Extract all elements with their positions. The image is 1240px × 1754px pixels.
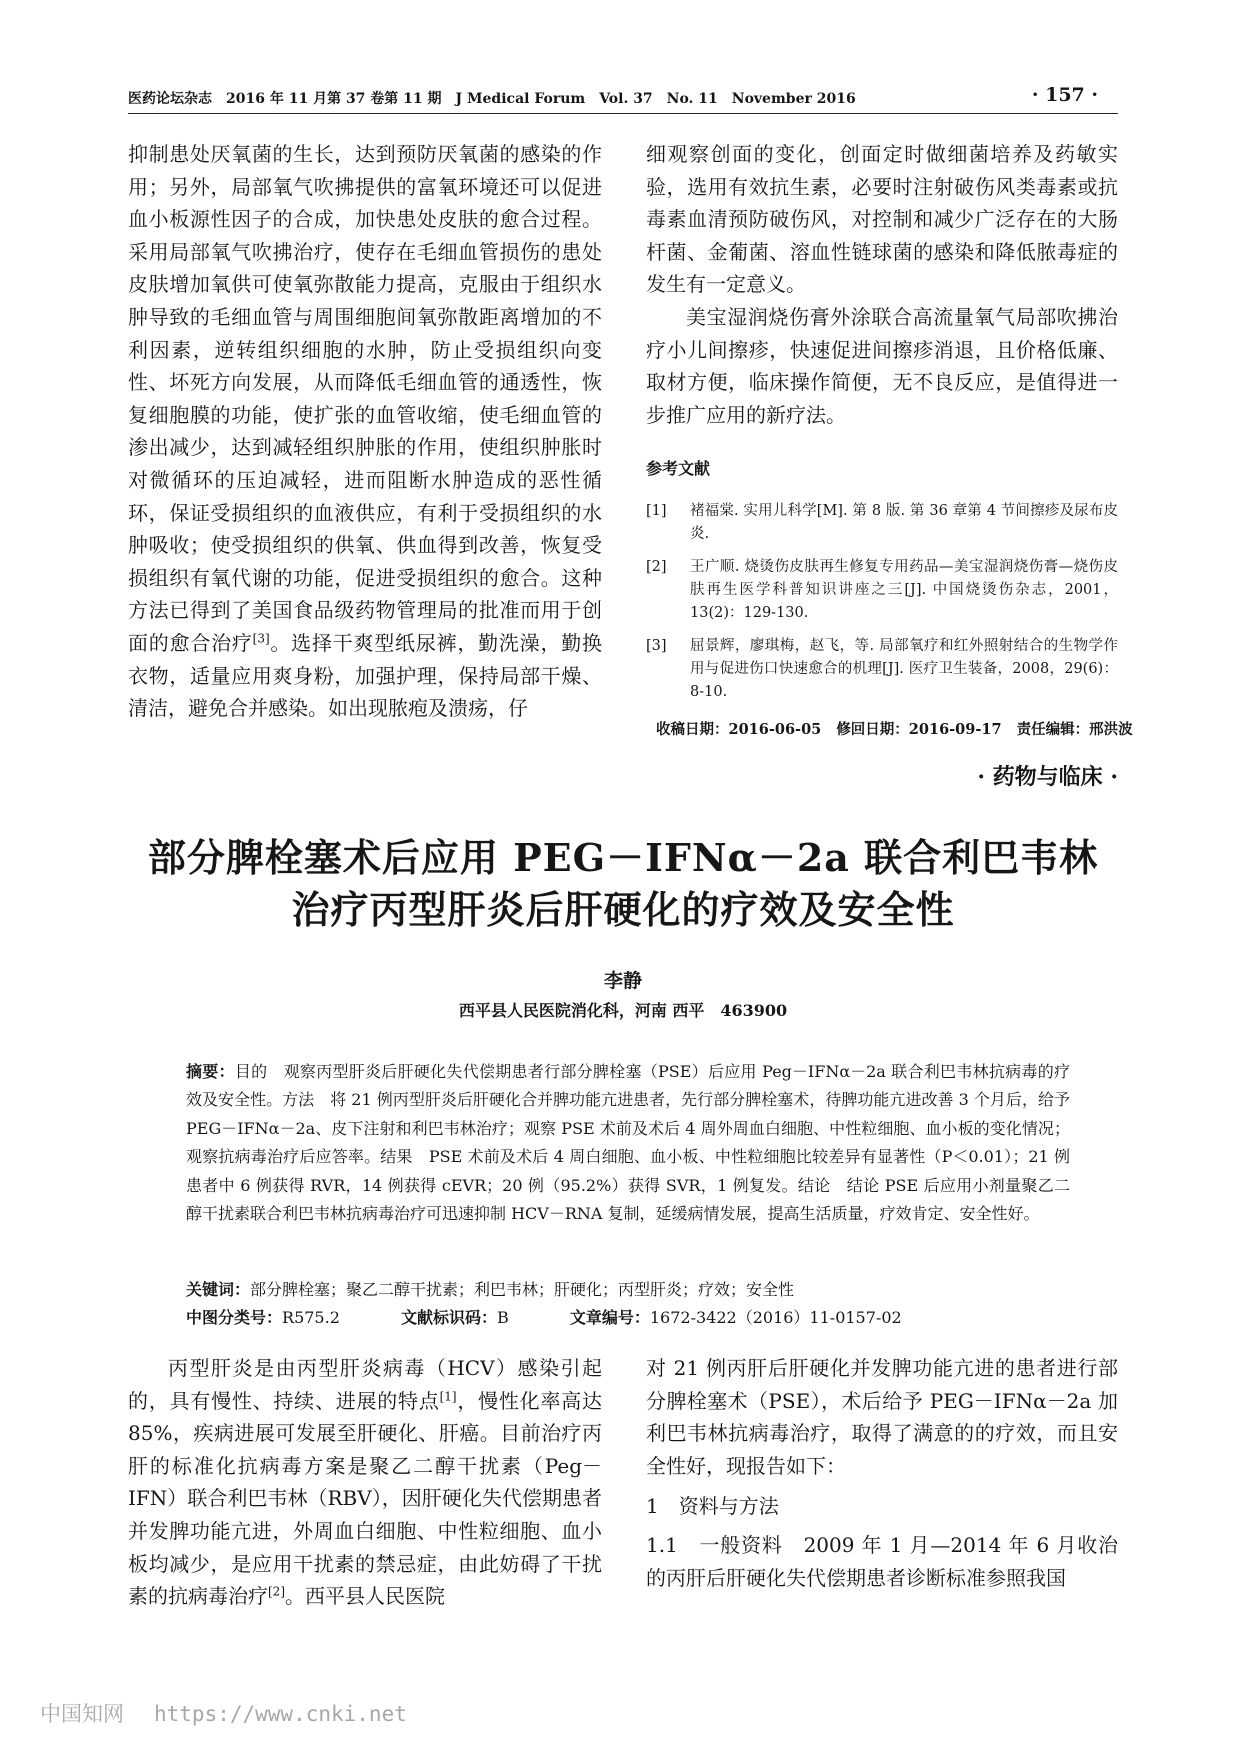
subsection-heading: 1.1 一般资料 xyxy=(646,1532,783,1557)
received-date: 收稿日期：2016-06-05 xyxy=(656,721,822,738)
intro-paragraph: 丙型肝炎是由丙型肝炎病毒（HCV）感染引起的，具有慢性、持续、进展的特点[1]，慢性化率高达 85%，疾病进展可发展至肝硬化、肝癌。目前治疗丙肝的标准化抗病毒方案是聚乙二醇干扰素（Peg－IFN）联合利巴韦林（RBV），因肝硬化失代偿期患者并发脾功能亢进，外周血白细胞、中性粒细胞、血小板均减少，是应用干扰素的禁忌症，由此妨碍了干扰素的抗病毒治疗[2]。西平县人民医院 xyxy=(128,1356,603,1609)
watermark-brand: 中国知网 xyxy=(40,1702,124,1726)
reference-item xyxy=(646,556,1118,625)
reference-number: [3] xyxy=(646,638,667,654)
abstract xyxy=(186,1058,1070,1228)
article-affiliation: 西平县人民医院消化科，河南 西平 463900 xyxy=(458,1001,788,1020)
responsible-editor: 责任编辑：邢洪波 xyxy=(1016,721,1133,738)
prev-article-paragraph: 抑制患处厌氧菌的生长，达到预防厌氧菌的感染的作用；另外，局部氧气吹拂提供的富氧环境还可以促进血小板源性因子的合成，加快患处皮肤的愈合过程。采用局部氧气吹拂治疗，使存在毛细血管损伤的患处皮肤增加氧供可使氧弥散能力提高，克服由于组织水肿导致的毛细血管与周围细胞间氧弥散距离增加的不利因素，逆转组织细胞的水肿，防止受损组织向变性、坏死方向发展，从而降低毛细血管的通透性，恢复细胞膜的功能，使扩张的血管收缩，使毛细血管的渗出减少，达到减轻组织肿胀的作用，使组织肿胀时对微循环的压迫减轻，进而阻断水肿造成的恶性循环，保证受损组织的血液供应，有利于受损组织的水肿吸收；使受损组织的供氧、供血得到改善，恢复受损组织有氧代谢的功能，促进受损组织的愈合。这种方法已得到了美国食品级药物管理局的批准而用于创面的愈合治疗[3]。选择干爽型纸尿裤，勤洗澡，勤换衣物，适量应用爽身粉，加强护理，保持局部干燥、清洁，避免合并感染。如出现脓疱及溃疡，仔 xyxy=(128,142,603,721)
cnki-watermark xyxy=(40,1698,407,1728)
keywords: 部分脾栓塞；聚乙二醇干扰素；利巴韦林；肝硬化；丙型肝炎；疗效；安全性 xyxy=(250,1280,795,1299)
article-title-line-1: 部分脾栓塞术后应用 PEG－IFNα－2a 联合利巴韦林 xyxy=(147,835,1099,880)
reference-list xyxy=(646,500,1118,714)
article-number-label: 文章编号： xyxy=(569,1308,650,1327)
reference-text: 褚福棠. 实用儿科学[M]. 第 8 版. 第 36 章第 4 节间擦疹及尿布皮炎. xyxy=(690,503,1118,542)
clc-number: R575.2 xyxy=(282,1308,340,1327)
reference-text: 王广顺. 烧烫伤皮肤再生修复专用药品—美宝湿润烧伤膏—烧伤皮肤再生医学科普知识讲座之三[J]. 中国烧烫伤杂志，2001，13(2)：129-130. xyxy=(690,559,1118,621)
section-tag: · 药物与临床 · xyxy=(977,764,1118,790)
revised-date: 修回日期：2016-09-17 xyxy=(836,721,1002,738)
citation[interactable]: [3] xyxy=(252,631,270,646)
article-author: 李静 xyxy=(603,970,642,992)
abstract-label: 摘要： xyxy=(186,1062,235,1081)
reference-number: [1] xyxy=(646,503,667,519)
article-metadata xyxy=(186,1276,1070,1332)
header-rule xyxy=(128,113,1118,114)
watermark-url[interactable]: https://www.cnki.net xyxy=(154,1702,407,1726)
article-title xyxy=(128,832,1118,936)
body-right-column xyxy=(646,1352,1118,1594)
references-title: 参考文献 xyxy=(646,459,711,478)
citation[interactable]: [2] xyxy=(268,1584,285,1599)
intro-paragraph-continued: 对 21 例丙肝后肝硬化并发脾功能亢进的患者进行部分脾栓塞术（PSE），术后给予 PEG－IFNα－2a 加利巴韦林抗病毒治疗，取得了满意的的疗效，而且安全性好，现报告如下： xyxy=(646,1356,1118,1478)
reference-text: 屈景辉，廖琪梅，赵飞，等. 局部氧疗和红外照射结合的生物学作用与促进伤口快速愈合的机理[J]. 医疗卫生装备，2008，29(6)：8-10. xyxy=(690,638,1118,700)
keywords-row xyxy=(186,1276,1070,1304)
classification-row xyxy=(186,1304,1070,1332)
abstract-text: 目的 观察丙型肝炎后肝硬化失代偿期患者行部分脾栓塞（PSE）后应用 Peg－IFNα－2a 联合利巴韦林抗病毒的疗效及安全性。方法 将 21 例丙型肝炎后肝硬化合并脾功能亢进患者，先行部分脾栓塞术，待脾功能亢进改善 3 个月后，给予 PEG－IFNα－2a、皮下注射和利巴韦林治疗；观察 PSE 术前及术后 4 周外周血白细胞、中性粒细胞、血小板的变化情况；观察抗病毒治疗后应答率。结果 PSE 术前及术后 4 周白细胞、血小板、中性粒细胞比较差异有显著性（P＜0.01）；21 例患者中 6 例获得 RVR，14 例获得 cEVR；20 例（95.2%）获得 SVR，1 例复发。结论 结论 PSE 后应用小剂量聚乙二醇干扰素联合利巴韦林抗病毒治疗可迅速抑制 HCV－RNA 复制，延缓病情发展，提高生活质量，疗效肯定、安全性好。 xyxy=(186,1062,1070,1224)
prev-article-paragraph: 细观察创面的变化，创面定时做细菌培养及药敏实验，选用有效抗生素，必要时注射破伤风类毒素或抗毒素血清预防破伤风，对控制和减少广泛存在的大肠杆菌、金葡菌、溶血性链球菌的感染和降低脓毒症的发生有一定意义。 xyxy=(646,142,1118,297)
article-number: 1672-3422（2016）11-0157-02 xyxy=(649,1308,902,1327)
subsection-paragraph: 1.1 一般资料 2009 年 1 月—2014 年 6 月收治的丙肝后肝硬化失代偿期患者诊断标准参照我国 xyxy=(646,1532,1119,1590)
clc-label: 中图分类号： xyxy=(186,1308,283,1327)
keywords-label: 关键词： xyxy=(186,1280,251,1299)
running-head-text: 医药论坛杂志 2016 年 11 月第 37 卷第 11 期 J Medical Forum Vol. 37 No. 11 November 2016 xyxy=(128,91,856,107)
article-title-line-2: 治疗丙型肝炎后肝硬化的疗效及安全性 xyxy=(291,887,955,932)
body-left-column xyxy=(128,1352,602,1613)
prev-article-conclusion: 美宝湿润烧伤膏外涂联合高流量氧气局部吹拂治疗小儿间擦疹，快速促进间擦疹消退，且价格低廉、取材方便，临床操作简便，无不良反应，是值得进一步推广应用的新疗法。 xyxy=(646,304,1118,427)
reference-item xyxy=(646,500,1118,546)
doc-code-label: 文献标识码： xyxy=(400,1308,497,1327)
prev-article-right-column xyxy=(646,138,1118,431)
running-header xyxy=(128,84,1118,112)
citation[interactable]: [1] xyxy=(439,1388,457,1403)
doc-code: B xyxy=(496,1308,509,1327)
prev-article-left-column xyxy=(128,138,602,725)
page-number: · 157 · xyxy=(1031,84,1098,106)
section-heading: 1 资料与方法 xyxy=(646,1494,779,1519)
reference-number: [2] xyxy=(646,559,667,575)
reference-item xyxy=(646,635,1118,704)
publication-dates xyxy=(646,718,1133,739)
